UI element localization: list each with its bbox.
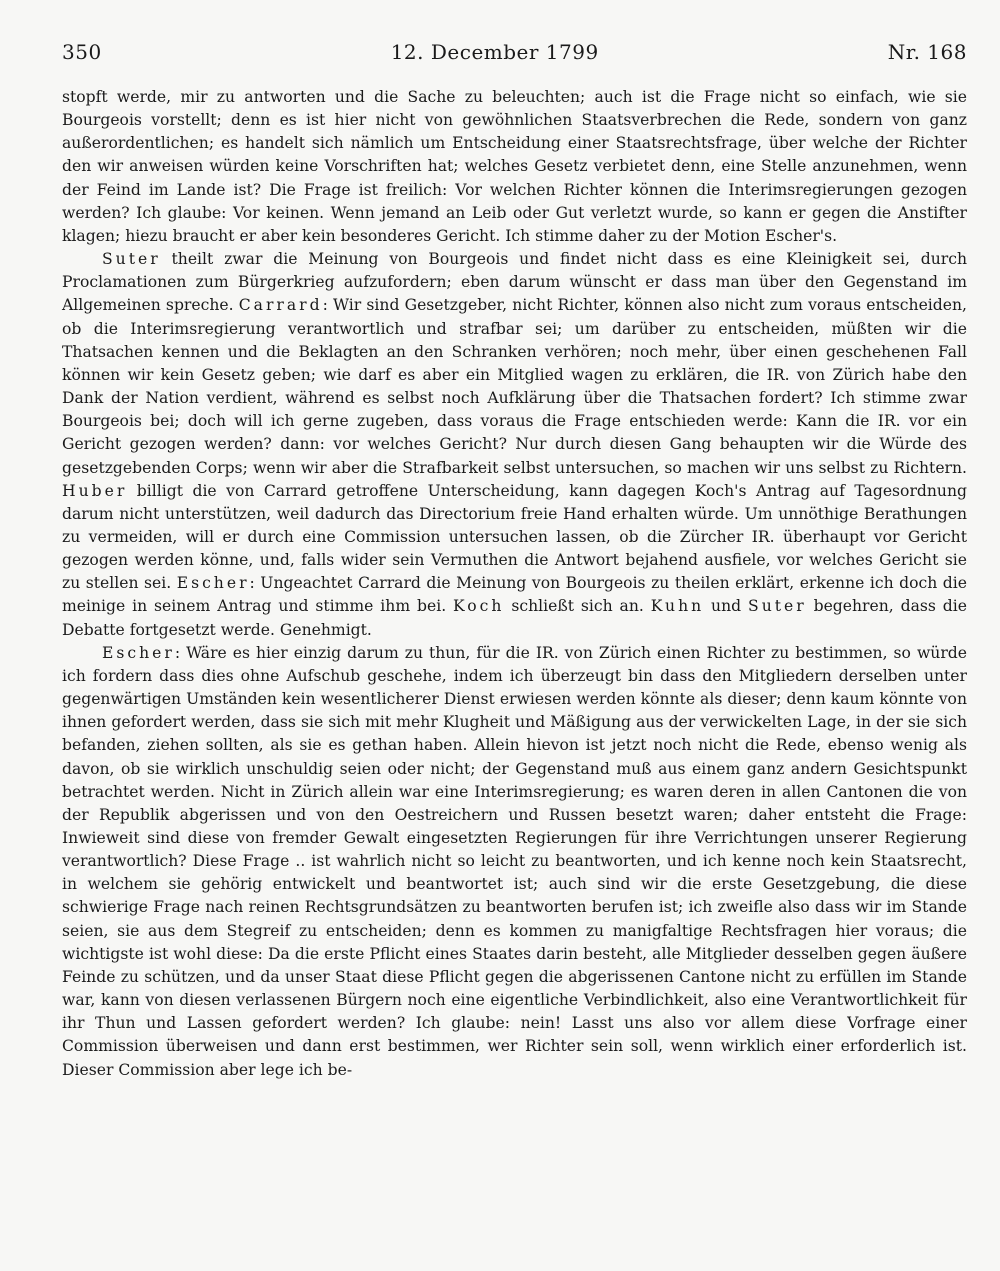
text-run: : Wäre es hier einzig darum zu thun, für die IR. von Zürich einen Richter zu bestimmen, so würde ich fordern dass dies ohne Aufschub geschehe, indem ich überzeugt bin dass den Mitgliedern derselben unter gegenwärtigen Umständen kein wesentlicherer Dienst erwiesen werden könnte als dieser; denn kaum könnte von ihnen gefordert werden, dass sie sich mit mehr Klugheit und Mäßigung aus der verwickelten Lage, in der sie sich befanden, ziehen sollten, als sie es gethan haben. Allein hievon ist jetzt noch nicht die Rede, ebenso wenig als davon, ob sie wirklich unschuldig seien oder nicht; der Gegenstand muß aus einem ganz andern Gesichtspunkt betrachtet werden. Nicht in Zürich allein war eine Interimsregierung; es waren deren in allen Cantonen die von der Republik abgerissen und von den Oestreichern und Russen besetzt waren; daher entsteht die Frage: Inwieweit sind diese von fremder Gewalt eingesetzten Regierungen für ihre Verrichtungen unserer Regierung verantwortlich? Diese Frage .. ist wahrlich nicht so leicht zu beantworten, und ich kenne noch kein Staatsrecht, in welchem sie gehörig entwickelt und beantwortet ist; auch sind wir die erste Gesetzgebung, die diese schwierige Frage nach reinen Rechtsgrundsätzen zu beantworten berufen ist; ich zweifle also dass wir im Stande seien, sie aus dem Stegreif zu entscheiden; denn es kommen zu manigfaltige Rechtsfragen hier voraus; die wichtigste ist wohl diese: Da die erste Pflicht eines Staates darin besteht, alle Mitglieder desselben gegen äußere Feinde zu schützen, und da unser Staat diese Pflicht gegen die abgerissenen Cantone nicht zu erfüllen im Stande war, kann von diesen verlassenen Bürgern noch eine eigentliche Verbindlichkeit, also eine Verantwortlichkeit für ihr Thun und Lassen gefordert werden? Ich glaube: nein! Lasst uns also vor allem diese Vorfrage einer Commission überweisen und dann erst bestimmen, wer Richter sein soll, wenn wirklich einer erforderlich ist. Dieser Commission aber lege ich be-	[62, 643, 967, 1079]
speaker-name: Koch	[453, 597, 505, 616]
page-number: 350	[62, 40, 102, 64]
speaker-name: Suter	[102, 250, 161, 269]
speaker-name: Kuhn	[650, 597, 705, 616]
text-run: : Ungeachtet Carrard die Meinung von Bourgeois zu theilen erklärt, erkenne ich doch die meinige in seinem Antrag und stimme ihm bei.	[62, 574, 967, 616]
text-run: und	[704, 597, 749, 616]
paragraph	[62, 642, 967, 1082]
speaker-name: Escher	[102, 643, 175, 662]
header-date: 12. December 1799	[390, 40, 599, 64]
document-number: Nr. 168	[887, 40, 967, 64]
text-run: theilt zwar die Meinung von Bourgeois und findet nicht dass es eine Kleinigkeit sei, durch Proclamationen zum Bürgerkrieg aufzufordern; eben darum wünscht er dass man über den Gegenstand im Allgemeinen spreche.	[62, 250, 967, 315]
text-run: billigt die von Carrard getroffene Unterscheidung, kann dagegen Koch's Antrag auf Tagesordnung darum nicht unterstützen, weil dadurch das Directorium freie Hand erhalten würde. Um unnöthige Berathungen zu vermeiden, will er durch eine Commission untersuchen lassen, ob die Zürcher IR. überhaupt vor Gericht gezogen werden könne, und, falls wider sein Vermuthen die Antwort bejahend ausfiele, vor welches Gericht sie zu stellen sei.	[62, 481, 967, 593]
text-run: : Wir sind Gesetzgeber, nicht Richter, können also nicht zum voraus entscheiden, ob die Interimsregierung verantwortlich und strafbar sei; um darüber zu entscheiden, müßten wir die Thatsachen kennen und die Beklagten an den Schranken verhören; noch mehr, über einen geschehenen Fall können wir kein Gesetz geben; wie darf es aber ein Mitglied wagen zu erklären, die IR. von Zürich habe den Dank der Nation verdient, während es selbst noch Aufklärung über die Thatsachen fordert? Ich stimme zwar Bourgeois bei; doch will ich gerne zugeben, dass voraus die Frage entschieden werde: Kann die IR. vor ein Gericht gezogen werden? dann: vor welches Gericht? Nur durch diesen Gang behaupten wir die Würde des gesetzgebenden Corps; wenn wir aber die Strafbarkeit selbst untersuchen, so machen wir uns selbst zu Richtern.	[62, 296, 968, 477]
body-text	[62, 86, 967, 1082]
text-run: schließt sich an.	[504, 597, 651, 616]
paragraph	[62, 86, 967, 248]
speaker-name: Escher	[176, 574, 250, 593]
document-page	[62, 40, 967, 1082]
paragraph	[62, 248, 967, 642]
text-run: begehren, dass die Debatte fortgesetzt werde. Genehmigt.	[62, 597, 967, 639]
running-header	[62, 40, 967, 72]
speaker-name: Huber	[62, 481, 128, 500]
speaker-name: Carrard	[238, 296, 323, 315]
speaker-name: Suter	[748, 597, 807, 616]
text-run: stopft werde, mir zu antworten und die Sache zu beleuchten; auch ist die Frage nicht so einfach, wie sie Bourgeois vorstellt; denn es ist hier nicht von gewöhnlichen Staatsverbrechen die Rede, sondern von ganz außerordentlichen; es handelt sich nämlich um Entscheidung einer Staatsrechtsfrage, über welche der Richter den wir anweisen würden keine Vorschriften hat; welches Gesetz verbietet denn, eine Stelle anzunehmen, wenn der Feind im Lande ist? Die Frage ist freilich: Vor welchen Richter können die Interimsregierungen gezogen werden? Ich glaube: Vor keinen. Wenn jemand an Leib oder Gut verletzt wurde, so kann er gegen die Anstifter klagen; hiezu braucht er aber kein besonderes Gericht. Ich stimme daher zu der Motion Escher's.	[62, 88, 967, 245]
